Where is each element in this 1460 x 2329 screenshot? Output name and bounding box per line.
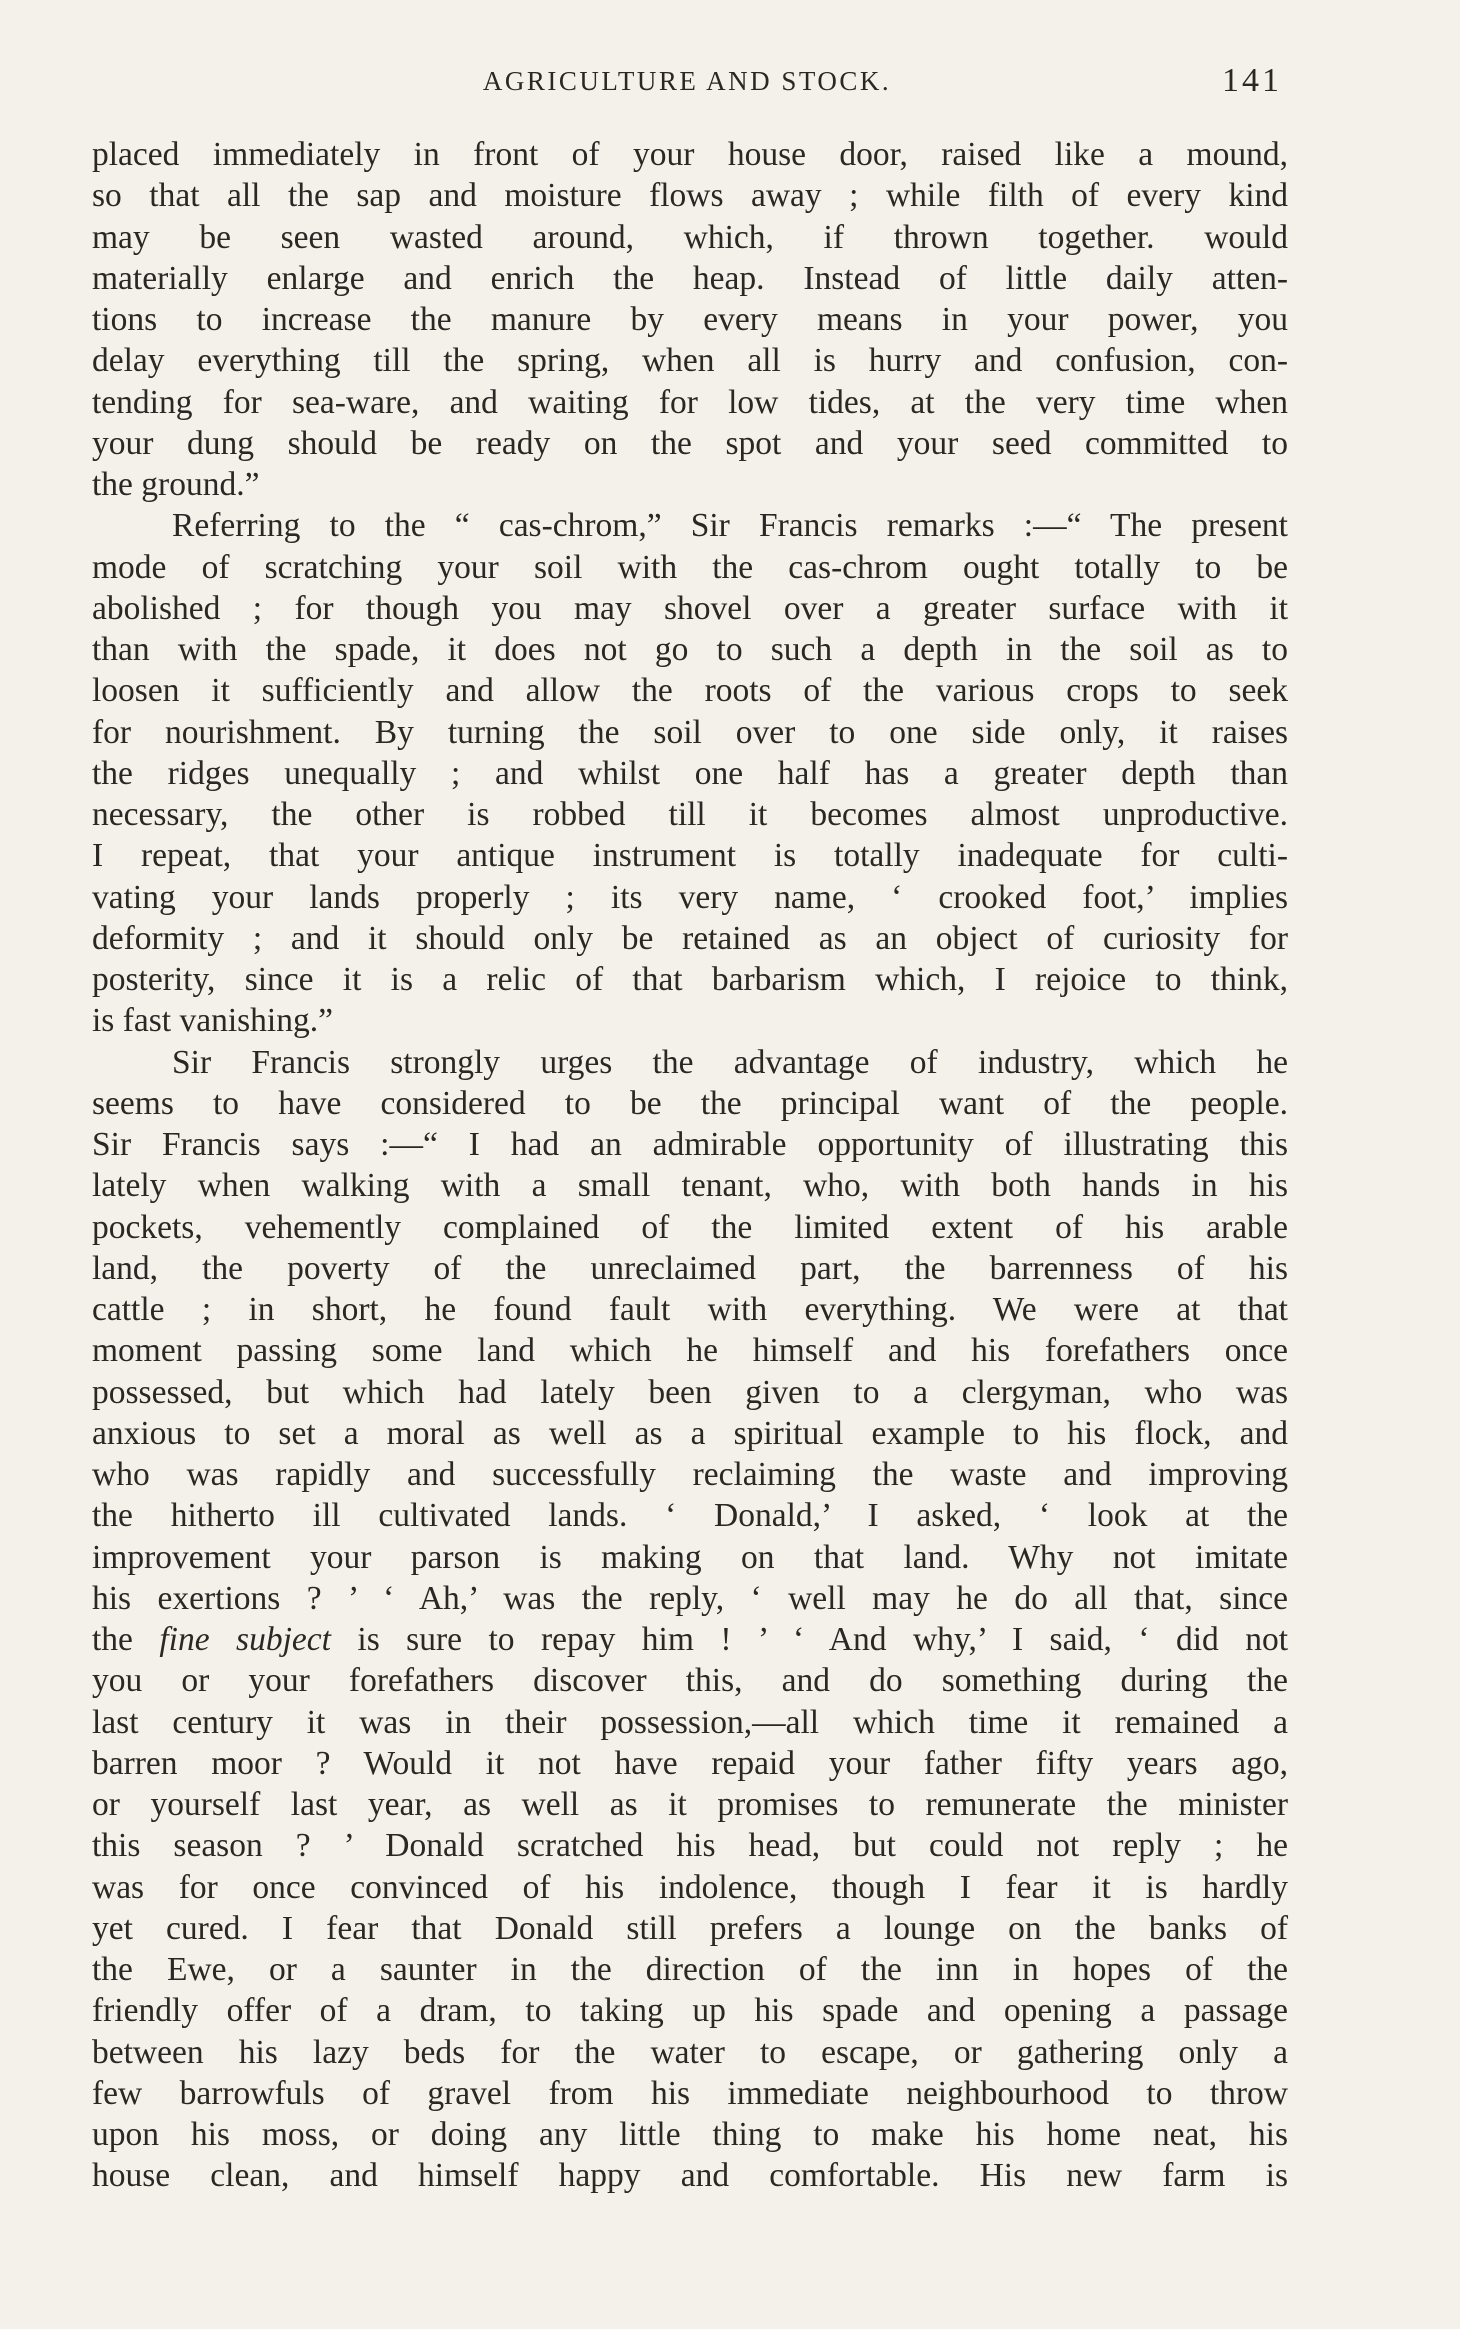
text-line: deformity ; and it should only be retained as an object of curiosity for [92,919,1288,957]
text-line: anxious to set a moral as well as a spiritual example to his flock, and [92,1414,1288,1452]
page-number: 141 [1222,62,1282,99]
italic-phrase: fine subject [159,1621,331,1658]
text-line: cattle ; in short, he found fault with everything. We were at that [92,1291,1288,1328]
text-line: Sir Francis says :—“ I had an admirable opportunity of illustrating this [92,1126,1288,1163]
text-line: may be seen wasted around, which, if thrown together. would [92,218,1288,256]
text-line: the ridges unequally ; and whilst one half has a greater depth than [92,754,1288,792]
text-line: loosen it sufficiently and allow the roots of the various crops to seek [92,672,1288,710]
text-line: the hitherto ill cultivated lands. ‘ Donald,’ I asked, ‘ look at the [92,1497,1288,1535]
text-line: is fast vanishing.” [92,1002,333,1040]
text-line: friendly offer of a dram, to taking up his spade and opening a passage [92,1992,1288,2030]
text-line: than with the spade, it does not go to such a depth in the soil as to [92,631,1288,668]
text-line: Sir Francis strongly urges the advantage of industry, which he [172,1043,1288,1081]
text-line: improvement your parson is making on that land. Why not imitate [92,1538,1288,1576]
text-line: materially enlarge and enrich the heap. Instead of little daily atten- [92,259,1288,297]
text-line: lately when walking with a small tenant, who, with both hands in his [92,1167,1288,1205]
text-line: pockets, vehemently complained of the limited extent of his arable [92,1208,1288,1246]
text-line: abolished ; for though you may shovel over a greater surface with it [92,589,1288,627]
text-line: his exertions ? ’ ‘ Ah,’ was the reply, ‘ well may he do all that, since [92,1579,1288,1617]
text-segment: is sure to repay him ! ’ ‘ And why,’ I said, ‘ did not [330,1621,1288,1658]
text-line: land, the poverty of the unreclaimed part, the barrenness of his [92,1249,1288,1287]
text-segment: the [92,1621,160,1658]
text-line: the ground.” [92,466,260,503]
running-title: AGRICULTURE AND STOCK. [482,66,892,96]
text-line: vating your lands properly ; its very name, ‘ crooked foot,’ implies [92,878,1288,916]
text-line: so that all the sap and moisture flows away ; while filth of every kind [92,177,1288,215]
text-line: you or your forefathers discover this, and do something during the [92,1662,1288,1700]
text-line: seems to have considered to be the principal want of the people. [92,1084,1288,1122]
text-line: yet cured. I fear that Donald still prefers a lounge on the banks of [92,1909,1288,1947]
text-line: last century it was in their possession,—all which time it remained a [92,1703,1288,1741]
body-text [92,134,1288,2197]
text-line: Referring to the “ cas-chrom,” Sir Francis remarks :—“ The present [172,507,1288,545]
text-line: this season ? ’ Donald scratched his head, but could not reply ; he [92,1827,1288,1865]
text-line: moment passing some land which he himself and his forefathers once [92,1332,1288,1370]
text-line: house clean, and himself happy and comfortable. His new farm is [92,2157,1288,2195]
text-line: posterity, since it is a relic of that barbarism which, I rejoice to think, [92,961,1288,998]
text-line: your dung should be ready on the spot and your seed committed to [92,424,1288,462]
text-line: mode of scratching your soil with the cas-chrom ought totally to be [92,548,1288,586]
text-line: tending for sea-ware, and waiting for low tides, at the very time when [92,383,1288,421]
text-line: placed immediately in front of your house door, raised like a mound, [92,136,1288,173]
text-line [92,1619,1288,1660]
text-line: necessary, the other is robbed till it becomes almost unproductive. [92,796,1288,833]
text-line: tions to increase the manure by every means in your power, you [92,301,1288,338]
text-line: between his lazy beds for the water to escape, or gathering only a [92,2033,1288,2071]
text-line: delay everything till the spring, when all is hurry and confusion, con- [92,342,1288,380]
text-line: or yourself last year, as well as it promises to remunerate the minister [92,1786,1288,1823]
running-head [92,62,1282,102]
text-line: for nourishment. By turning the soil over to one side only, it raises [92,713,1288,751]
text-line: barren moor ? Would it not have repaid your father fifty years ago, [92,1744,1288,1782]
text-line: was for once convinced of his indolence, though I fear it is hardly [92,1868,1288,1906]
text-line: who was rapidly and successfully reclaiming the waste and improving [92,1456,1288,1493]
text-line: few barrowfuls of gravel from his immediate neighbourhood to throw [92,2074,1288,2112]
text-line: upon his moss, or doing any little thing to make his home neat, his [92,2116,1288,2153]
text-line: possessed, but which had lately been given to a clergyman, who was [92,1373,1288,1411]
text-line: I repeat, that your antique instrument is totally inadequate for culti- [92,837,1288,875]
text-line: the Ewe, or a saunter in the direction of the inn in hopes of the [92,1951,1288,1988]
